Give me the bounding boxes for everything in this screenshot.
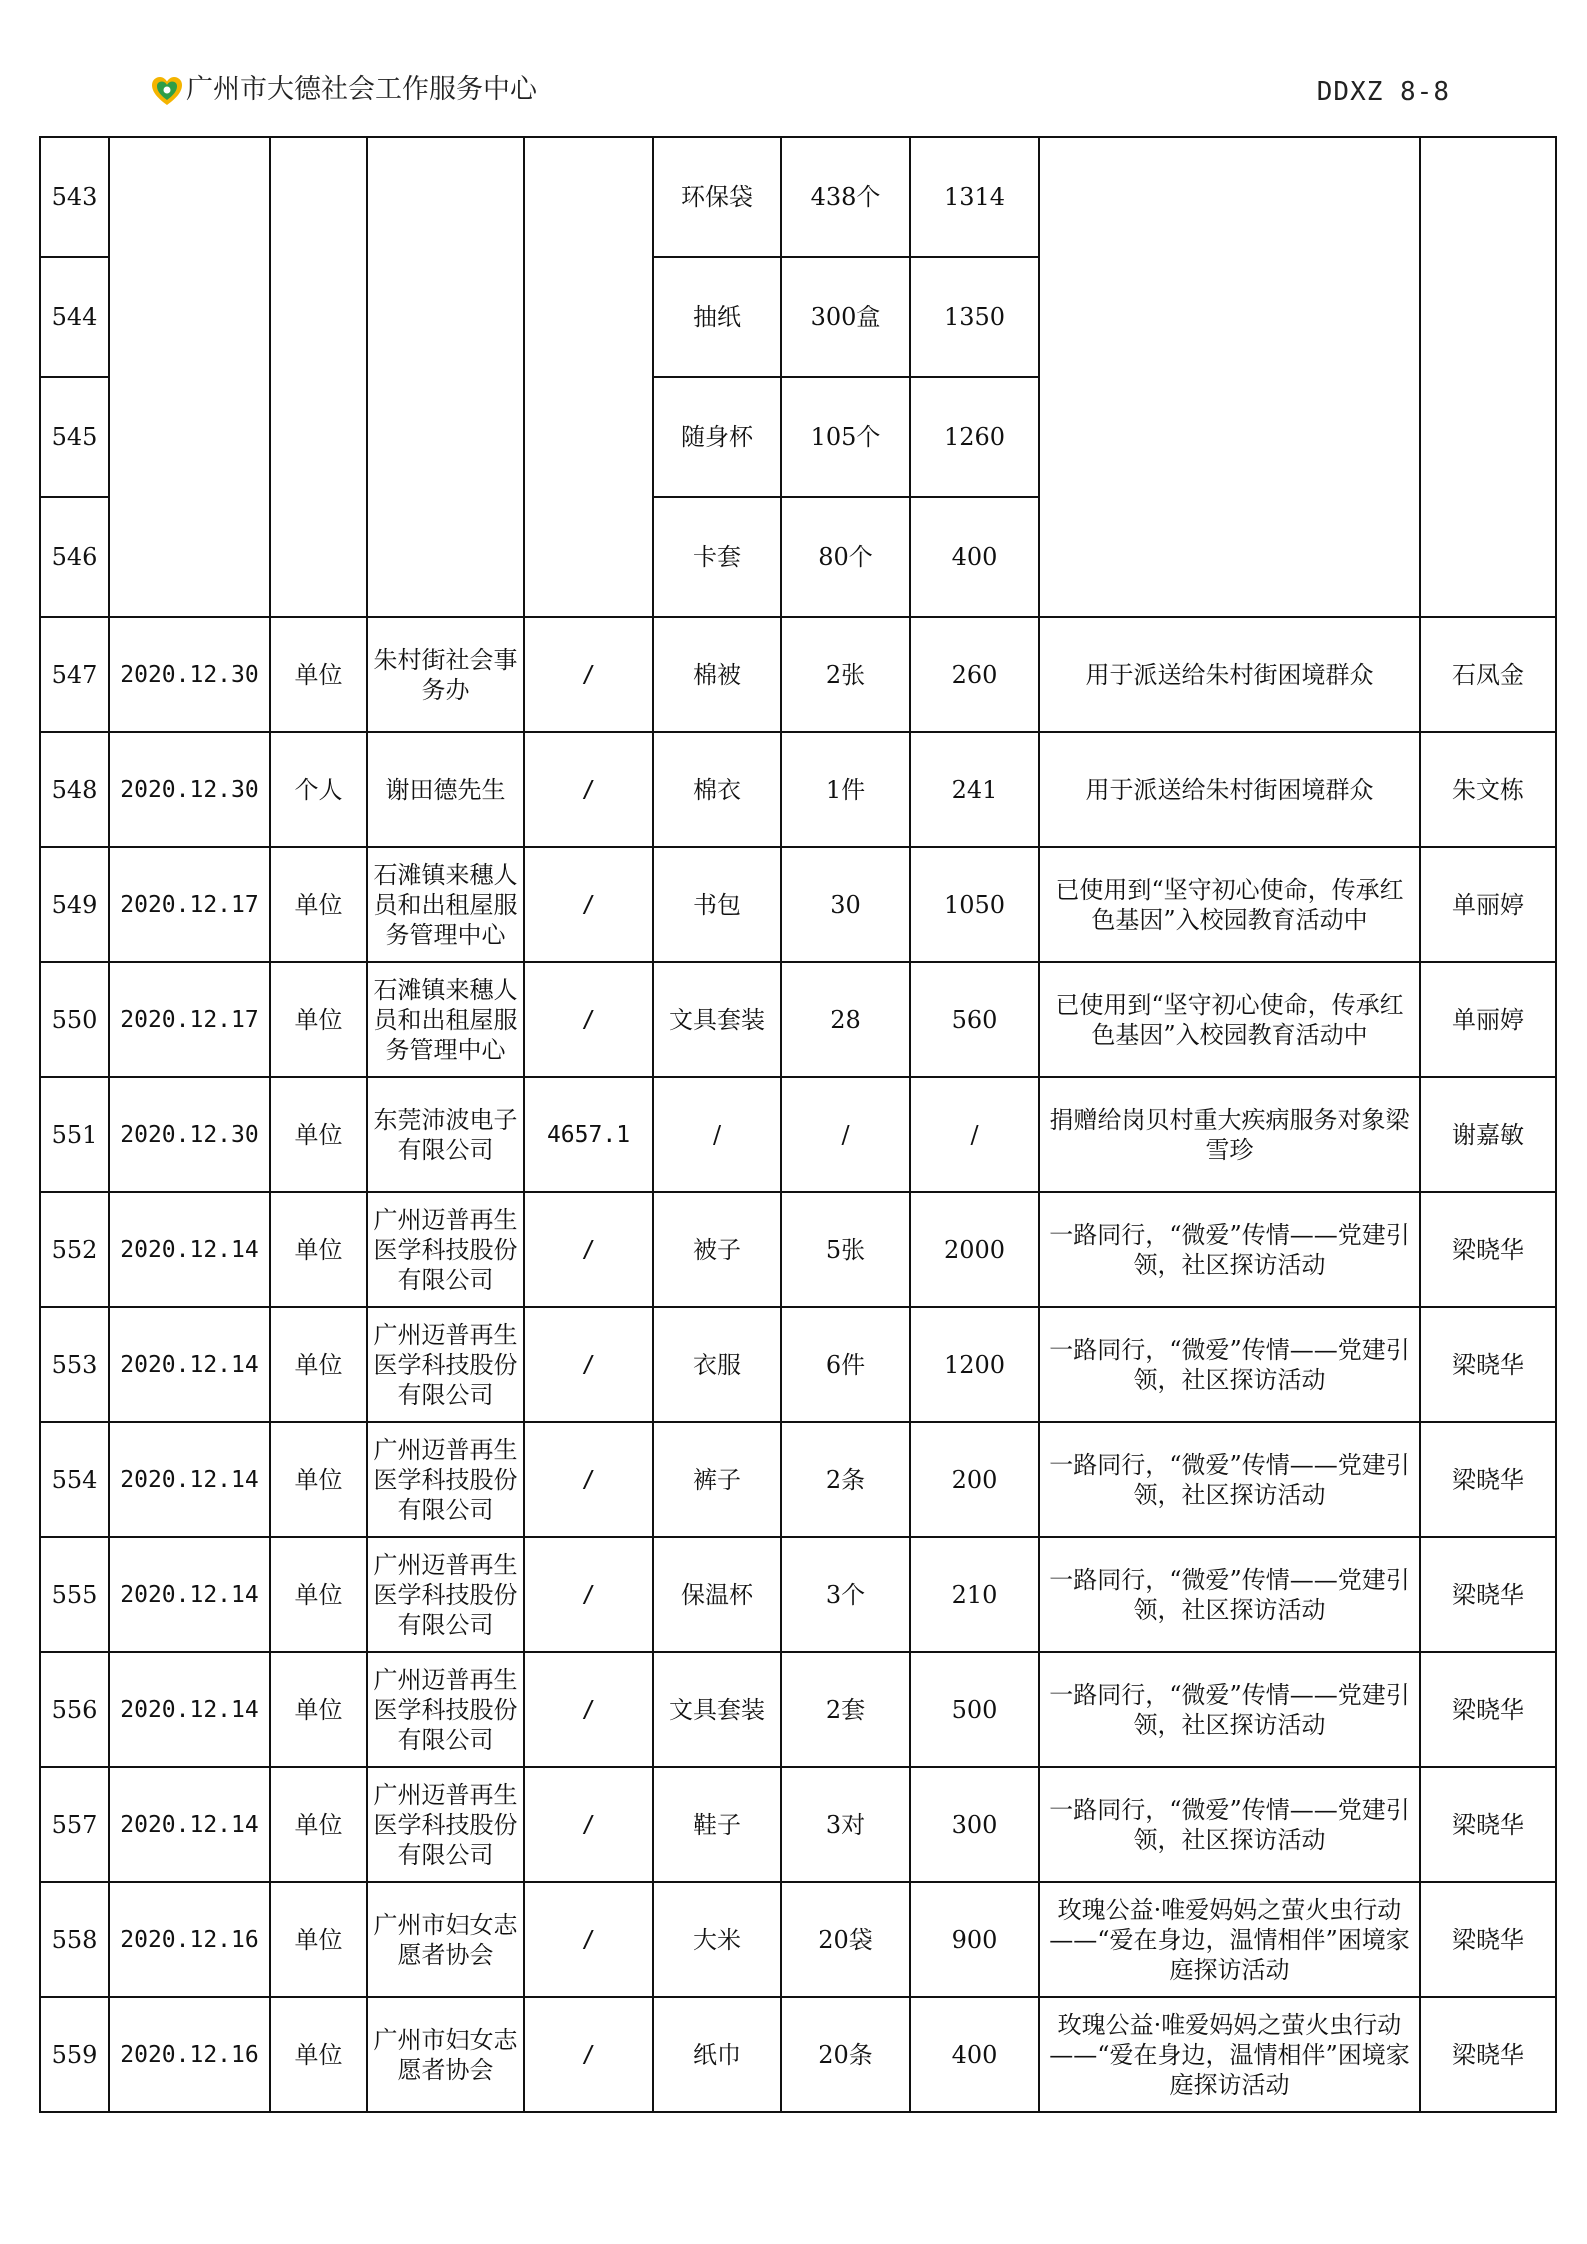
handler-name: 梁晓华 <box>1420 1652 1556 1767</box>
donation-date: 2020.12.16 <box>109 1997 270 2112</box>
usage-purpose: 一路同行，“微爱”传情——党建引领，社区探访活动 <box>1039 1307 1420 1422</box>
row-number: 547 <box>40 617 109 732</box>
row-number: 552 <box>40 1192 109 1307</box>
usage-purpose: 用于派送给朱村街困境群众 <box>1039 617 1420 732</box>
cash-amount: / <box>524 1307 653 1422</box>
handler-name: 单丽婷 <box>1420 847 1556 962</box>
page-header <box>150 68 1450 116</box>
item-quantity: 300盒 <box>781 257 910 377</box>
cash-amount: / <box>524 1652 653 1767</box>
donor-name: 谢田德先生 <box>367 732 524 847</box>
donor-type: 单位 <box>270 1882 367 1997</box>
item-quantity: 3个 <box>781 1537 910 1652</box>
donor-name: 朱村街社会事务办 <box>367 617 524 732</box>
item-quantity: 6件 <box>781 1307 910 1422</box>
item-name: 棉衣 <box>653 732 781 847</box>
item-value: 210 <box>910 1537 1039 1652</box>
usage-purpose: 捐赠给岗贝村重大疾病服务对象梁雪珍 <box>1039 1077 1420 1192</box>
handler-name: 梁晓华 <box>1420 1307 1556 1422</box>
cash-amount: / <box>524 1767 653 1882</box>
item-quantity: 20条 <box>781 1997 910 2112</box>
donor-type: 单位 <box>270 1192 367 1307</box>
item-quantity: 2张 <box>781 617 910 732</box>
item-value: 300 <box>910 1767 1039 1882</box>
handler-name: 梁晓华 <box>1420 1422 1556 1537</box>
donation-date: 2020.12.14 <box>109 1307 270 1422</box>
purpose-cell <box>1039 137 1420 617</box>
item-value: / <box>910 1077 1039 1192</box>
item-value: 400 <box>910 497 1039 617</box>
donation-ledger-table <box>39 136 1557 2113</box>
item-name: 文具套装 <box>653 962 781 1077</box>
item-name: 抽纸 <box>653 257 781 377</box>
item-value: 200 <box>910 1422 1039 1537</box>
item-name: 文具套装 <box>653 1652 781 1767</box>
donation-date: 2020.12.14 <box>109 1422 270 1537</box>
item-quantity: / <box>781 1077 910 1192</box>
donor-type: 单位 <box>270 1997 367 2112</box>
cash-amount: / <box>524 847 653 962</box>
item-value: 500 <box>910 1652 1039 1767</box>
handler-name: 谢嘉敏 <box>1420 1077 1556 1192</box>
donor-type: 单位 <box>270 1422 367 1537</box>
cash-amount: / <box>524 1192 653 1307</box>
row-number: 545 <box>40 377 109 497</box>
donor-name: 石滩镇来穗人员和出租屋服务管理中心 <box>367 847 524 962</box>
document-code: DDXZ 8-8 <box>1316 77 1450 107</box>
table-row <box>40 962 1556 1077</box>
item-quantity: 20袋 <box>781 1882 910 1997</box>
donation-date: 2020.12.14 <box>109 1767 270 1882</box>
item-name: 保温杯 <box>653 1537 781 1652</box>
cash-amount: / <box>524 962 653 1077</box>
donation-date: 2020.12.30 <box>109 1077 270 1192</box>
donor-type: 单位 <box>270 847 367 962</box>
donor-type: 单位 <box>270 1652 367 1767</box>
donor-name: 广州迈普再生医学科技股份有限公司 <box>367 1422 524 1537</box>
donor-type: 单位 <box>270 1307 367 1422</box>
item-value: 2000 <box>910 1192 1039 1307</box>
table-row <box>40 1077 1556 1192</box>
donation-date: 2020.12.17 <box>109 847 270 962</box>
table-row <box>40 732 1556 847</box>
item-value: 900 <box>910 1882 1039 1997</box>
usage-purpose: 一路同行，“微爱”传情——党建引领，社区探访活动 <box>1039 1537 1420 1652</box>
donor-name: 广州迈普再生医学科技股份有限公司 <box>367 1767 524 1882</box>
item-value: 1314 <box>910 137 1039 257</box>
item-name: / <box>653 1077 781 1192</box>
cash-amount: 4657.1 <box>524 1077 653 1192</box>
handler-name: 梁晓华 <box>1420 1192 1556 1307</box>
donor-type: 个人 <box>270 732 367 847</box>
heart-logo-icon <box>150 74 184 108</box>
handler-name: 单丽婷 <box>1420 962 1556 1077</box>
usage-purpose: 一路同行，“微爱”传情——党建引领，社区探访活动 <box>1039 1422 1420 1537</box>
item-value: 260 <box>910 617 1039 732</box>
cash-amount: / <box>524 1997 653 2112</box>
row-number: 557 <box>40 1767 109 1882</box>
row-number: 543 <box>40 137 109 257</box>
row-number: 551 <box>40 1077 109 1192</box>
donor-name: 广州迈普再生医学科技股份有限公司 <box>367 1307 524 1422</box>
table-row <box>40 847 1556 962</box>
donor-name: 广州迈普再生医学科技股份有限公司 <box>367 1652 524 1767</box>
handler-name: 梁晓华 <box>1420 1997 1556 2112</box>
item-quantity: 28 <box>781 962 910 1077</box>
item-name: 裤子 <box>653 1422 781 1537</box>
donor-type: 单位 <box>270 1077 367 1192</box>
item-name: 棉被 <box>653 617 781 732</box>
donation-date: 2020.12.16 <box>109 1882 270 1997</box>
donation-date: 2020.12.30 <box>109 617 270 732</box>
donor-name: 广州市妇女志愿者协会 <box>367 1997 524 2112</box>
table-row <box>40 1307 1556 1422</box>
donor-name: 广州迈普再生医学科技股份有限公司 <box>367 1192 524 1307</box>
item-quantity: 5张 <box>781 1192 910 1307</box>
donor-cell <box>367 137 524 617</box>
item-value: 1050 <box>910 847 1039 962</box>
item-quantity: 2条 <box>781 1422 910 1537</box>
usage-purpose: 一路同行，“微爱”传情——党建引领，社区探访活动 <box>1039 1192 1420 1307</box>
item-value: 560 <box>910 962 1039 1077</box>
usage-purpose: 用于派送给朱村街困境群众 <box>1039 732 1420 847</box>
organization-name: 广州市大德社会工作服务中心 <box>186 74 537 105</box>
table-row <box>40 1537 1556 1652</box>
handler-cell <box>1420 137 1556 617</box>
item-quantity: 438个 <box>781 137 910 257</box>
donation-date: 2020.12.14 <box>109 1192 270 1307</box>
donor-name: 广州迈普再生医学科技股份有限公司 <box>367 1537 524 1652</box>
item-name: 卡套 <box>653 497 781 617</box>
table-row <box>40 1652 1556 1767</box>
item-name: 衣服 <box>653 1307 781 1422</box>
row-number: 548 <box>40 732 109 847</box>
item-name: 鞋子 <box>653 1767 781 1882</box>
table-row <box>40 1422 1556 1537</box>
handler-name: 石凤金 <box>1420 617 1556 732</box>
item-value: 1350 <box>910 257 1039 377</box>
item-quantity: 3对 <box>781 1767 910 1882</box>
table-row <box>40 1192 1556 1307</box>
row-number: 549 <box>40 847 109 962</box>
item-quantity: 1件 <box>781 732 910 847</box>
row-number: 559 <box>40 1997 109 2112</box>
donor-name: 广州市妇女志愿者协会 <box>367 1882 524 1997</box>
item-name: 被子 <box>653 1192 781 1307</box>
item-name: 纸巾 <box>653 1997 781 2112</box>
table-row <box>40 1997 1556 2112</box>
usage-purpose: 一路同行，“微爱”传情——党建引领，社区探访活动 <box>1039 1767 1420 1882</box>
handler-name: 朱文栋 <box>1420 732 1556 847</box>
donor-type: 单位 <box>270 1537 367 1652</box>
donor-type-cell <box>270 137 367 617</box>
donor-name: 东莞沛波电子有限公司 <box>367 1077 524 1192</box>
cash-amount: / <box>524 617 653 732</box>
donor-type: 单位 <box>270 1767 367 1882</box>
row-number: 553 <box>40 1307 109 1422</box>
item-quantity: 30 <box>781 847 910 962</box>
table-row <box>40 1882 1556 1997</box>
row-number: 544 <box>40 257 109 377</box>
item-value: 1260 <box>910 377 1039 497</box>
donor-type: 单位 <box>270 617 367 732</box>
handler-name: 梁晓华 <box>1420 1537 1556 1652</box>
donation-date: 2020.12.30 <box>109 732 270 847</box>
donor-name: 石滩镇来穗人员和出租屋服务管理中心 <box>367 962 524 1077</box>
cash-amount: / <box>524 1422 653 1537</box>
item-name: 大米 <box>653 1882 781 1997</box>
cash-amount: / <box>524 1537 653 1652</box>
item-quantity: 80个 <box>781 497 910 617</box>
item-name: 环保袋 <box>653 137 781 257</box>
row-number: 546 <box>40 497 109 617</box>
usage-purpose: 玫瑰公益·唯爱妈妈之萤火虫行动——“爱在身边，温情相伴”困境家庭探访活动 <box>1039 1882 1420 1997</box>
item-name: 书包 <box>653 847 781 962</box>
usage-purpose: 已使用到“坚守初心使命，传承红色基因”入校园教育活动中 <box>1039 847 1420 962</box>
item-quantity: 105个 <box>781 377 910 497</box>
row-number: 554 <box>40 1422 109 1537</box>
row-number: 558 <box>40 1882 109 1997</box>
item-value: 1200 <box>910 1307 1039 1422</box>
usage-purpose: 玫瑰公益·唯爱妈妈之萤火虫行动——“爱在身边，温情相伴”困境家庭探访活动 <box>1039 1997 1420 2112</box>
cash-amount: / <box>524 732 653 847</box>
donation-date: 2020.12.14 <box>109 1537 270 1652</box>
row-number: 556 <box>40 1652 109 1767</box>
donor-type: 单位 <box>270 962 367 1077</box>
handler-name: 梁晓华 <box>1420 1767 1556 1882</box>
table-row <box>40 137 1556 257</box>
item-name: 随身杯 <box>653 377 781 497</box>
cash-amount-cell <box>524 137 653 617</box>
cash-amount: / <box>524 1882 653 1997</box>
table-row <box>40 617 1556 732</box>
row-number: 555 <box>40 1537 109 1652</box>
item-value: 400 <box>910 1997 1039 2112</box>
table-row <box>40 1767 1556 1882</box>
item-quantity: 2套 <box>781 1652 910 1767</box>
row-number: 550 <box>40 962 109 1077</box>
donation-date: 2020.12.14 <box>109 1652 270 1767</box>
date-cell <box>109 137 270 617</box>
handler-name: 梁晓华 <box>1420 1882 1556 1997</box>
donation-date: 2020.12.17 <box>109 962 270 1077</box>
usage-purpose: 一路同行，“微爱”传情——党建引领，社区探访活动 <box>1039 1652 1420 1767</box>
item-value: 241 <box>910 732 1039 847</box>
usage-purpose: 已使用到“坚守初心使命，传承红色基因”入校园教育活动中 <box>1039 962 1420 1077</box>
